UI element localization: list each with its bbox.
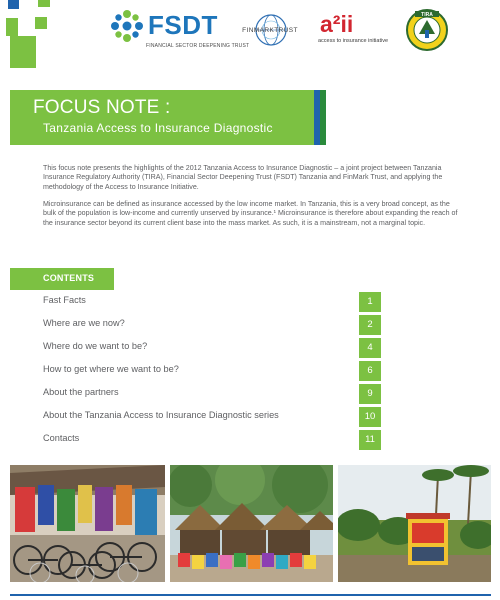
toc-item-where-want[interactable] — [43, 338, 383, 358]
fsdt-name: FSDT — [148, 10, 218, 40]
decor-square-green — [10, 36, 36, 68]
toc-page-number: 6 — [359, 361, 381, 381]
a2ii-mark: a²ii — [320, 11, 354, 37]
toc-item-title: About the Tanzania Access to Insurance Diagnostic series — [43, 410, 279, 420]
tira-crest-logo — [405, 8, 449, 52]
finmark-name: FINMARKTRUST — [242, 27, 298, 34]
decor-square-green — [6, 18, 18, 36]
banner-subtitle: Tanzania Access to Insurance Diagnostic — [43, 121, 273, 135]
fsdt-mark-icon — [110, 9, 144, 43]
fsdt-logo — [110, 8, 250, 54]
toc-item-title: Where do we want to be? — [43, 341, 148, 351]
photo-kiosk-palms — [338, 465, 491, 582]
toc-page-number: 11 — [359, 430, 381, 450]
toc-item-where-now[interactable] — [43, 315, 383, 335]
fsdt-tagline: FINANCIAL SECTOR DEEPENING TRUST — [146, 43, 250, 49]
toc-item-title: Contacts — [43, 433, 80, 443]
decor-square-blue — [8, 0, 19, 9]
toc-item-fast-facts[interactable] — [43, 292, 383, 312]
toc-item-title: About the partners — [43, 387, 119, 397]
toc-page-number: 10 — [359, 407, 381, 427]
toc-page-number: 9 — [359, 384, 381, 404]
toc-item-title: How to get where we want to be? — [43, 364, 179, 374]
decor-square-green — [35, 17, 47, 29]
toc-item-title: Fast Facts — [43, 295, 86, 305]
toc-page-number: 1 — [359, 292, 381, 312]
contents-heading: CONTENTS — [43, 273, 95, 283]
tira-crest-icon — [405, 8, 449, 52]
toc-item-title: Where are we now? — [43, 318, 125, 328]
photo-thatched-stalls — [170, 465, 333, 582]
toc-page-number: 4 — [359, 338, 381, 358]
bottom-rule — [10, 594, 491, 596]
photo-bicycle-market — [10, 465, 165, 582]
toc-item-about-partners[interactable] — [43, 384, 383, 404]
intro-paragraph-2: Microinsurance can be defined as insurance accessed by the low income market. In Tanzania, this is a very broad concept, as the bulk of the population is low-income and currently unserved by insurance.¹ Microinsurance is therefore about expanding the reach of the insurance sector beyond its current client base into the mass market. As such, it is a mainstream, not a marginal topic. — [43, 200, 458, 227]
banner-stripe-dark-green — [320, 90, 326, 145]
toc-item-about-series[interactable] — [43, 407, 383, 427]
toc-page-number: 2 — [359, 315, 381, 335]
tira-mark: TIRA — [421, 12, 433, 19]
finmark-logo — [232, 10, 308, 50]
toc-item-contacts[interactable] — [43, 430, 383, 450]
toc-item-how-to-get[interactable] — [43, 361, 383, 381]
banner-title: FOCUS NOTE : — [33, 97, 171, 118]
a2ii-name: access to insurance initiative — [318, 38, 389, 44]
decor-square-green — [38, 0, 50, 7]
intro-paragraph-1: This focus note presents the highlights of the 2012 Tanzania Access to Insurance Diagnostic – a joint project between Tanzania Insurance Regulatory Authority (TIRA), Financial Sector Deepening Trust (FSDT) Tanzania and FinMark Trust, and applying the methodology of the Access to Insurance Initiative. — [43, 164, 443, 191]
a2ii-logo — [318, 12, 398, 48]
